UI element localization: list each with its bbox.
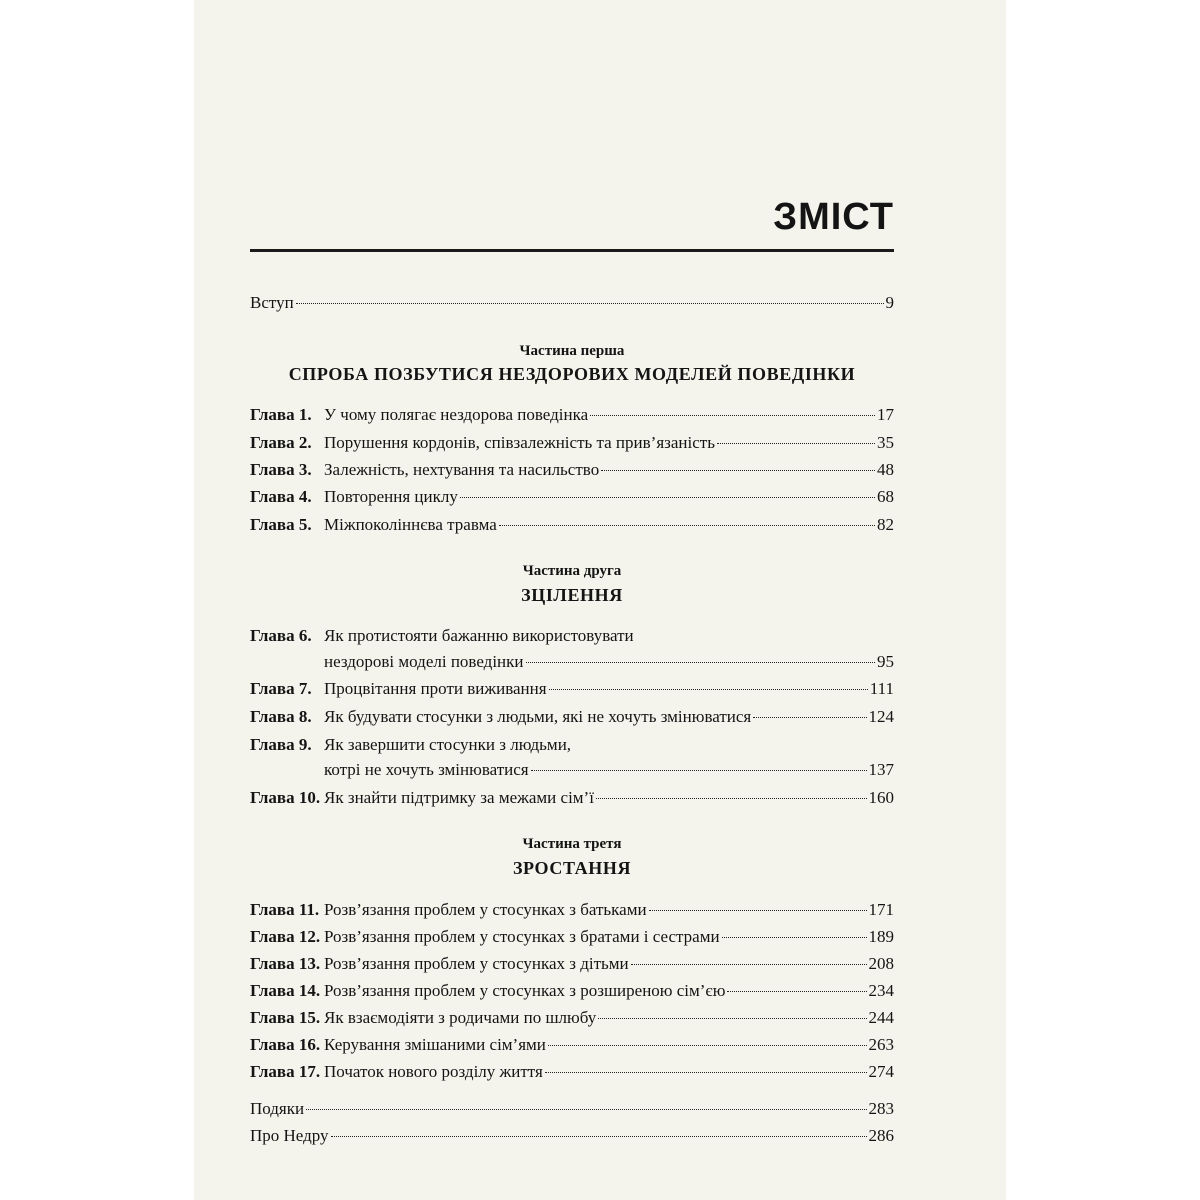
toc-entry-chapter-6[interactable] [250,624,894,648]
toc-entry-acknowledgements[interactable] [250,1097,894,1121]
entry-title: нездорові моделі поведінки [324,652,524,671]
entry-title-line1: Як завершити стосунки з людьми, [324,735,572,754]
dot-leader [601,470,875,471]
entry-page: 111 [869,679,894,698]
entry-page: 263 [868,1035,894,1054]
chapter-number: Глава 14. [250,981,321,1000]
dot-leader [549,689,868,690]
chapter-number: Глава 8. [250,707,312,726]
entry-page: 82 [877,515,894,534]
entry-title: Як взаємодіяти з родичами по шлюбу [324,1008,597,1027]
toc-entry-chapter-15[interactable] [250,1006,894,1030]
toc-entry-chapter-7[interactable] [250,677,894,701]
dot-leader [631,964,867,965]
toc-entry-chapter-13[interactable] [250,952,894,976]
toc-entry-chapter-1[interactable] [250,403,894,427]
toc-entry-chapter-17[interactable] [250,1060,894,1084]
toc-entry-chapter-11[interactable] [250,898,894,922]
entry-title: Розв’язання проблем у стосунках з розширеною сім’єю [324,981,726,1000]
entry-title: Залежність, нехтування та насильство [324,460,600,479]
chapter-number: Глава 17. [250,1062,321,1081]
chapter-number: Глава 16. [250,1035,321,1054]
entry-page: 208 [868,954,894,973]
chapter-number: Глава 9. [250,735,312,754]
dot-leader [499,525,875,526]
dot-leader [649,910,867,911]
entry-title: Розв’язання проблем у стосунках з батьками [324,900,647,919]
entry-page: 95 [877,652,894,671]
entry-page: 189 [868,927,894,946]
chapter-number: Глава 10. [250,788,321,807]
part-title: СПРОБА ПОЗБУТИСЯ НЕЗДОРОВИХ МОДЕЛЕЙ ПОВЕДІНКИ [288,364,856,384]
entry-page: 274 [868,1062,894,1081]
chapter-number: Глава 1. [250,405,312,424]
entry-page: 171 [868,900,894,919]
entry-title: У чому полягає нездорова поведінка [324,405,589,424]
dot-leader [548,1045,867,1046]
chapter-number: Глава 11. [250,900,320,919]
toc-entry-chapter-3[interactable] [250,458,894,482]
chapter-number: Глава 3. [250,460,312,479]
chapter-number: Глава 2. [250,433,312,452]
entry-page: 244 [868,1008,894,1027]
dot-leader [296,303,884,304]
chapter-number: Глава 15. [250,1008,321,1027]
chapter-number: Глава 6. [250,626,312,645]
entry-title: Розв’язання проблем у стосунках з дітьми [324,954,629,973]
entry-title: Про Недру [250,1126,329,1145]
title-rule [250,249,894,252]
entry-title: Повторення циклу [324,487,458,506]
entry-page: 124 [868,707,894,726]
toc-entry-about[interactable] [250,1124,894,1148]
toc-entry-chapter-6-cont[interactable] [324,650,894,674]
book-page [194,0,1006,1200]
entry-page: 68 [877,487,894,506]
entry-title: Вступ [250,293,294,312]
entry-title: Подяки [250,1099,305,1118]
dot-leader [598,1018,866,1019]
entry-page: 283 [868,1099,894,1118]
entry-title: Початок нового розділу життя [324,1062,543,1081]
page-title: ЗМІСТ [773,196,894,238]
dot-leader [545,1072,867,1073]
toc-entry-chapter-14[interactable] [250,979,894,1003]
entry-title: Міжпоколіннєва травма [324,515,497,534]
toc-entry-chapter-10[interactable] [250,786,894,810]
chapter-number: Глава 12. [250,927,321,946]
toc-entry-chapter-9-cont[interactable] [324,758,894,782]
dot-leader [531,770,867,771]
part-title: ЗЦІЛЕННЯ [521,585,623,605]
part-label: Частина перша [519,343,625,359]
entry-title: Процвітання проти виживання [324,679,547,698]
entry-page: 286 [868,1126,894,1145]
toc-entry-chapter-12[interactable] [250,925,894,949]
dot-leader [590,415,875,416]
entry-title-line1: Як протистояти бажанню використовувати [324,626,634,645]
dot-leader [596,798,867,799]
part-label: Частина друга [522,563,622,579]
chapter-number: Глава 13. [250,954,321,973]
dot-leader [331,1136,867,1137]
dot-leader [306,1109,866,1110]
entry-title: котрі не хочуть змінюватися [324,760,529,779]
entry-title: Розв’язання проблем у стосунках з братами і сестрами [324,927,720,946]
toc-entry-chapter-5[interactable] [250,513,894,537]
chapter-number: Глава 5. [250,515,312,534]
toc-entry-chapter-16[interactable] [250,1033,894,1057]
entry-title: Як будувати стосунки з людьми, які не хочуть змінюватися [324,707,752,726]
toc-entry-intro[interactable] [250,291,894,315]
dot-leader [727,991,866,992]
entry-title: Порушення кордонів, співзалежність та прив’язаність [324,433,715,452]
chapter-number: Глава 7. [250,679,312,698]
entry-page: 17 [877,405,894,424]
entry-page: 137 [868,760,894,779]
dot-leader [526,662,875,663]
chapter-number: Глава 4. [250,487,312,506]
entry-page: 48 [877,460,894,479]
toc-entry-chapter-9[interactable] [250,733,894,757]
entry-title: Як знайти підтримку за межами сім’ї [324,788,594,807]
entry-page: 160 [868,788,894,807]
part-title: ЗРОСТАННЯ [512,858,632,878]
entry-page: 234 [868,981,894,1000]
part-label: Частина третя [522,836,622,852]
entry-page: 35 [877,433,894,452]
dot-leader [460,497,875,498]
toc-entry-chapter-2[interactable] [250,431,894,455]
dot-leader [722,937,867,938]
toc-entry-chapter-8[interactable] [250,705,894,729]
dot-leader [717,443,875,444]
entry-title: Керування змішаними сім’ями [324,1035,546,1054]
dot-leader [753,717,866,718]
toc-entry-chapter-4[interactable] [250,485,894,509]
entry-page: 9 [885,293,894,312]
